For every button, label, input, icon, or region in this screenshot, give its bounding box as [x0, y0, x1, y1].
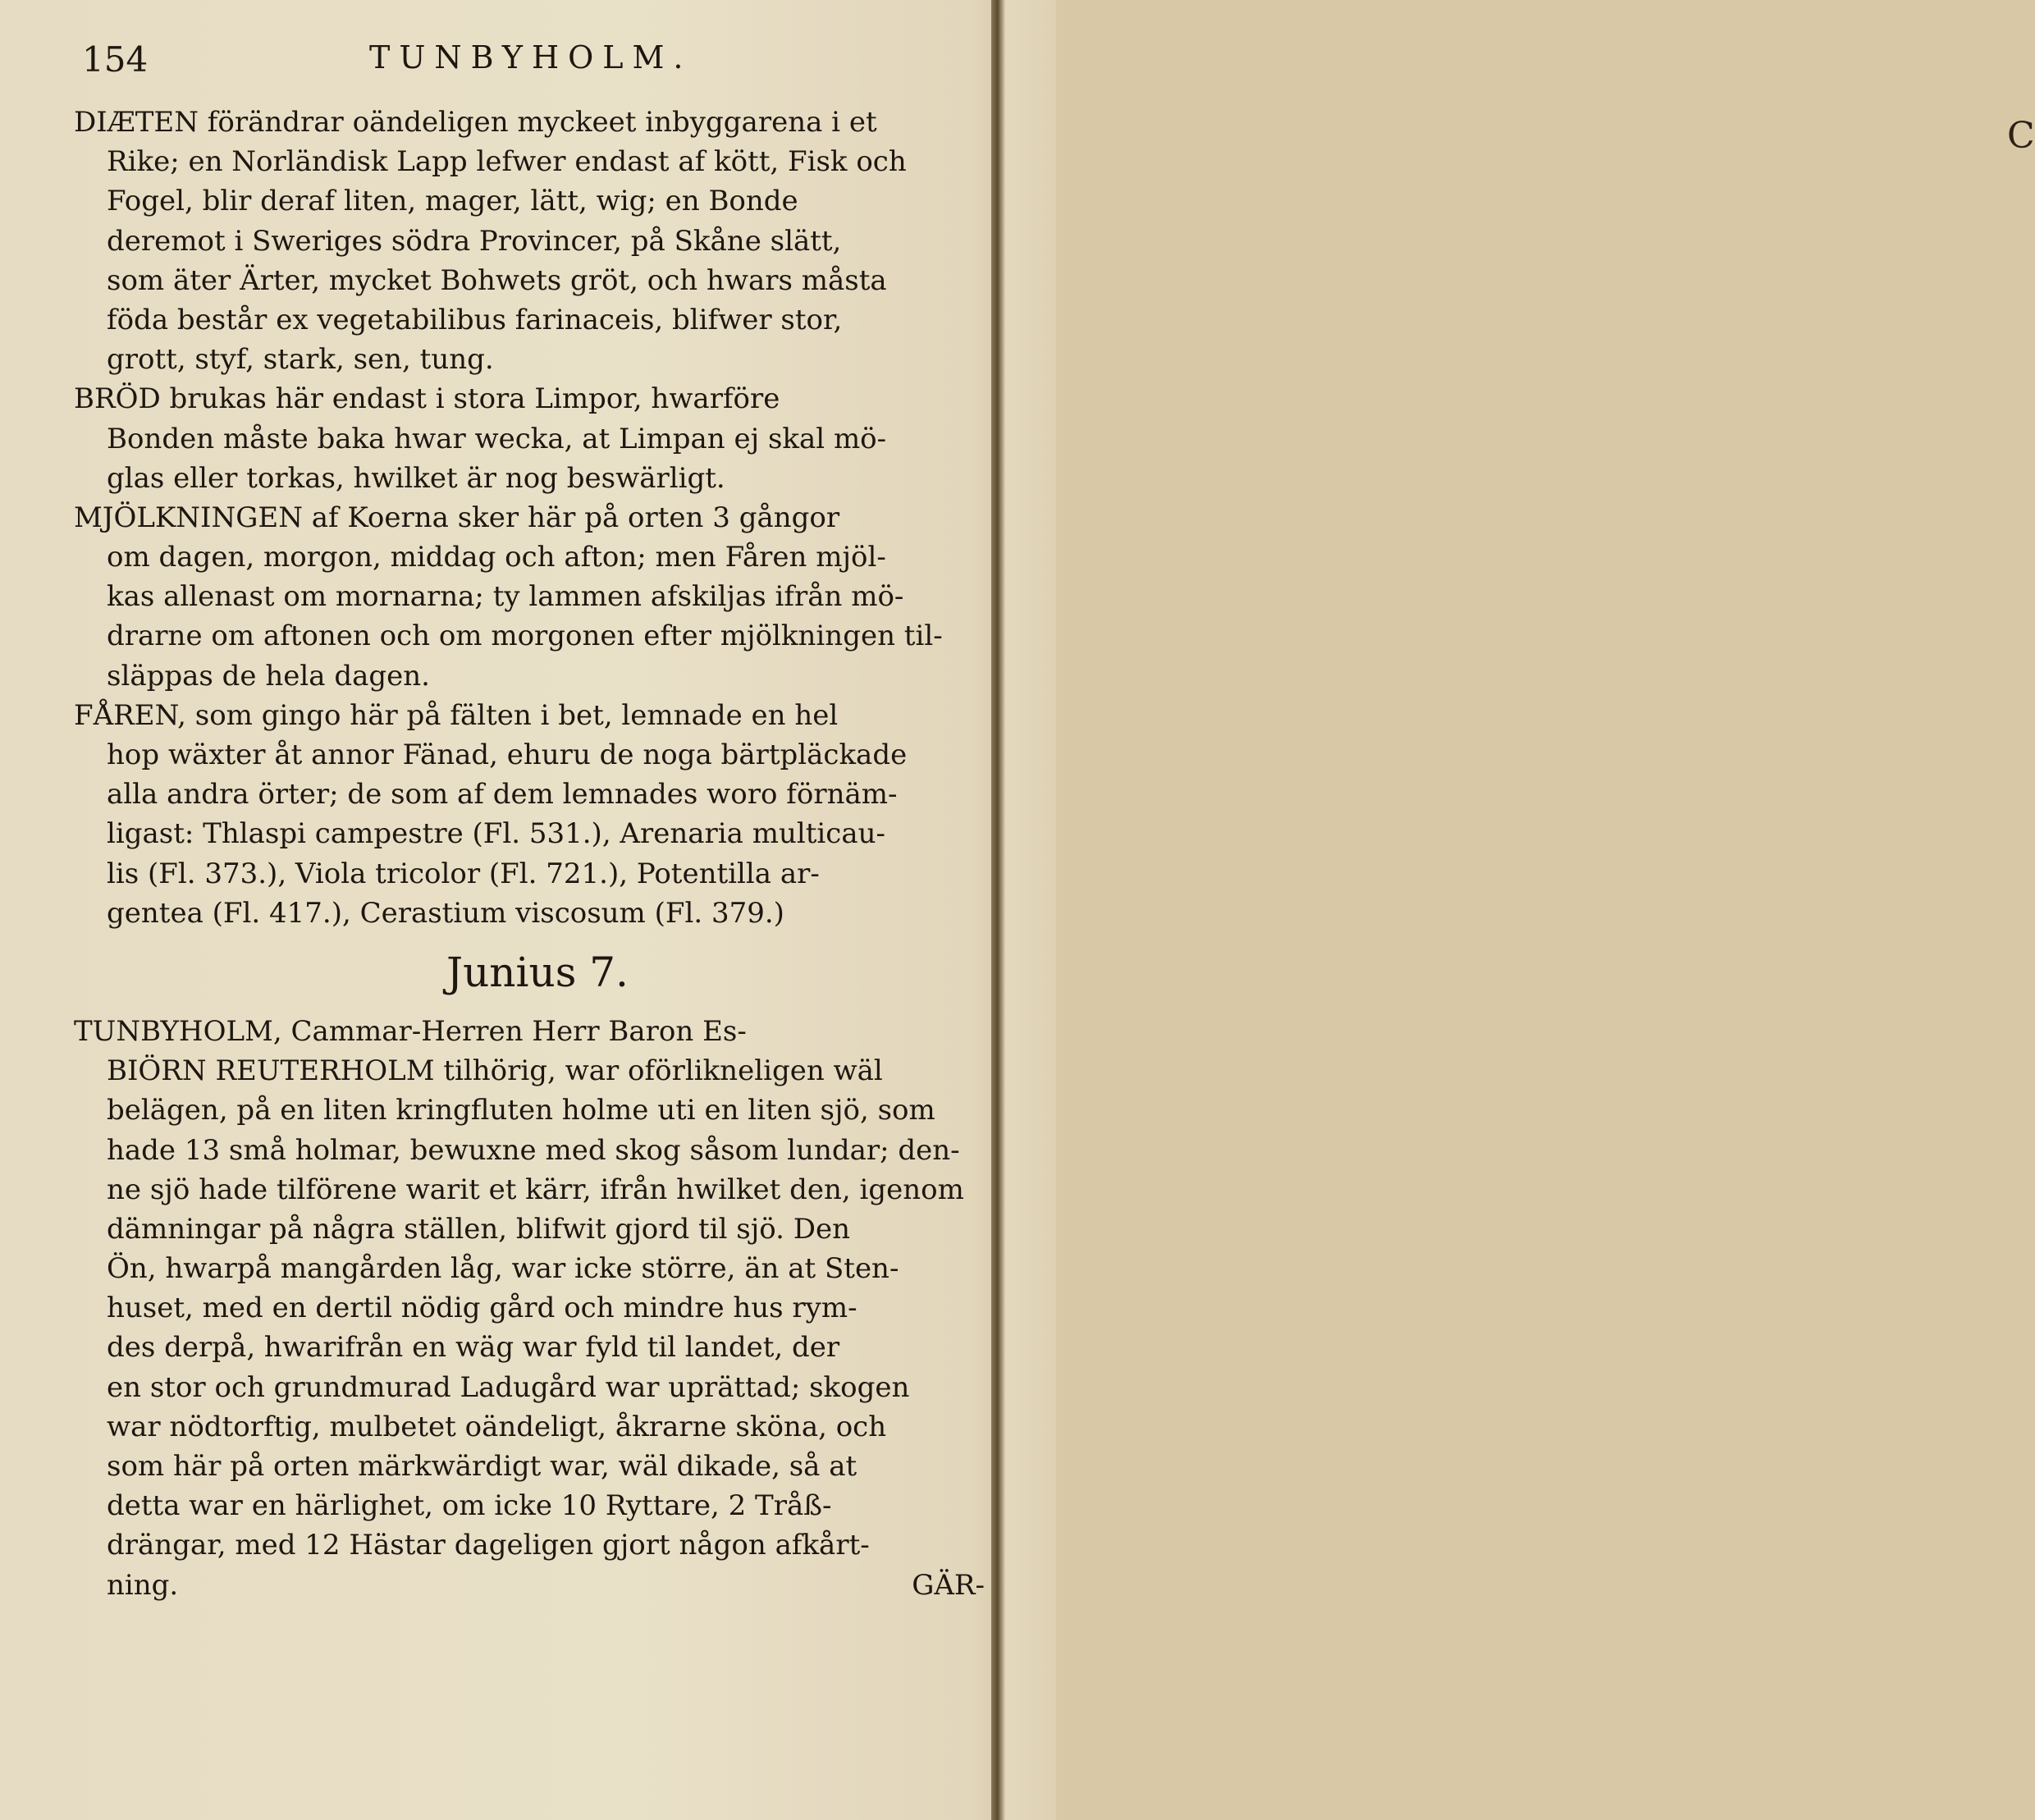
- text-line: en stor och grundmurad Ladugård war uprättad; skogen: [107, 1370, 910, 1404]
- last-line: [74, 1566, 985, 1605]
- paragraph-tunbyholm: [74, 1012, 985, 1605]
- paragraph-faren: [74, 696, 985, 933]
- text-line: hop wäxter åt annor Fänad, ehuru de noga bärtpläckade: [107, 739, 908, 771]
- paragraph-mjolkningen: [74, 498, 985, 696]
- text-line: gentea (Fl. 417.), Cerastium viscosum (Fl. 379.): [107, 896, 784, 930]
- paragraph-brod: [74, 379, 985, 498]
- text-line: TUNBYHOLM, Cammar-Herren Herr Baron Es-: [74, 1014, 747, 1048]
- running-title: TUNBYHOLM.: [369, 39, 693, 75]
- text-line: DIÆTEN förändrar oändeligen myckeet inbyggarena i et: [74, 106, 877, 139]
- text-line: Bonden måste baka hwar wecka, at Limpan ej skal mö-: [107, 422, 887, 455]
- text-line: Ön, hwarpå mangården låg, war icke större, än at Sten-: [107, 1252, 899, 1286]
- text-line: drängar, med 12 Hästar dageligen gjort någon afkårt-: [107, 1529, 870, 1562]
- body-text: [74, 103, 985, 1605]
- text-line: war nödtorftig, mulbetet oändeligt, åkrarne sköna, och: [107, 1410, 887, 1443]
- text-line: BRÖD brukas här endast i stora Limpor, hwarföre: [74, 382, 780, 416]
- page-gutter: [991, 0, 2035, 1820]
- text-line: som äter Ärter, mycket Bohwets gröt, och hwars måsta: [107, 263, 887, 297]
- date-heading: Junius 7.: [446, 948, 629, 996]
- text-line: BIÖRN REUTERHOLM tilhörig, war oförlikneligen wäl: [107, 1054, 883, 1088]
- text-line: FÅREN, som gingo här på fälten i bet, lemnade en hel: [74, 698, 839, 732]
- text-line: huset, med en dertil nödig gård och mindre hus rym-: [107, 1292, 857, 1325]
- text-line: dämningar på några ställen, blifwit gjord til sjö. Den: [107, 1212, 851, 1246]
- text-line: alla andra örter; de som af dem lemnades woro förnäm-: [107, 778, 898, 812]
- text-line: ning.: [107, 1568, 179, 1602]
- margin-fragment: C: [2007, 115, 2035, 157]
- page-number: 154: [82, 39, 149, 80]
- text-line: detta war en härlighet, om icke 10 Ryttare, 2 Tråß-: [107, 1489, 832, 1523]
- text-line: Rike; en Norländisk Lapp lefwer endast af kött, Fisk och: [107, 145, 907, 179]
- text-line: föda består ex vegetabilibus farinaceis, blifwer stor,: [107, 303, 843, 336]
- catchword: GÄR-: [912, 1568, 985, 1602]
- text-line: som här på orten märkwärdigt war, wäl dikade, så at: [107, 1450, 857, 1483]
- text-line: glas eller torkas, hwilket är nog beswärligt.: [107, 461, 725, 495]
- text-line: kas allenast om mornarna; ty lammen afskiljas ifrån mö-: [107, 580, 904, 614]
- text-line: belägen, på en liten kringfluten holme uti en liten sjö, som: [107, 1094, 935, 1127]
- paragraph-diaeten: [74, 103, 985, 379]
- running-head: [82, 39, 976, 89]
- text-line: MJÖLKNINGEN af Koerna sker här på orten 3 gångor: [74, 501, 840, 534]
- text-line: ne sjö hade tilförene warit et kärr, ifrån hwilket den, igenom: [107, 1173, 964, 1206]
- text-line: des derpå, hwarifrån en wäg war fyld til landet, der: [107, 1331, 840, 1365]
- text-line: hade 13 små holmar, bewuxne med skog såsom lundar; den-: [107, 1133, 960, 1167]
- text-line: Fogel, blir deraf liten, mager, lätt, wig; en Bonde: [107, 185, 798, 218]
- text-line: lis (Fl. 373.), Viola tricolor (Fl. 721.), Potentilla ar-: [107, 857, 820, 890]
- text-line: släppas de hela dagen.: [107, 659, 430, 693]
- text-line: ligast: Thlaspi campestre (Fl. 531.), Arenaria multicau-: [107, 817, 885, 851]
- text-line: grott, styf, stark, sen, tung.: [107, 343, 494, 377]
- text-line: deremot i Sweriges södra Provincer, på Skåne slätt,: [107, 224, 842, 258]
- text-line: om dagen, morgon, middag och afton; men Fåren mjöl-: [107, 541, 886, 574]
- text-line: drarne om aftonen och om morgonen efter mjölkningen til-: [107, 620, 943, 653]
